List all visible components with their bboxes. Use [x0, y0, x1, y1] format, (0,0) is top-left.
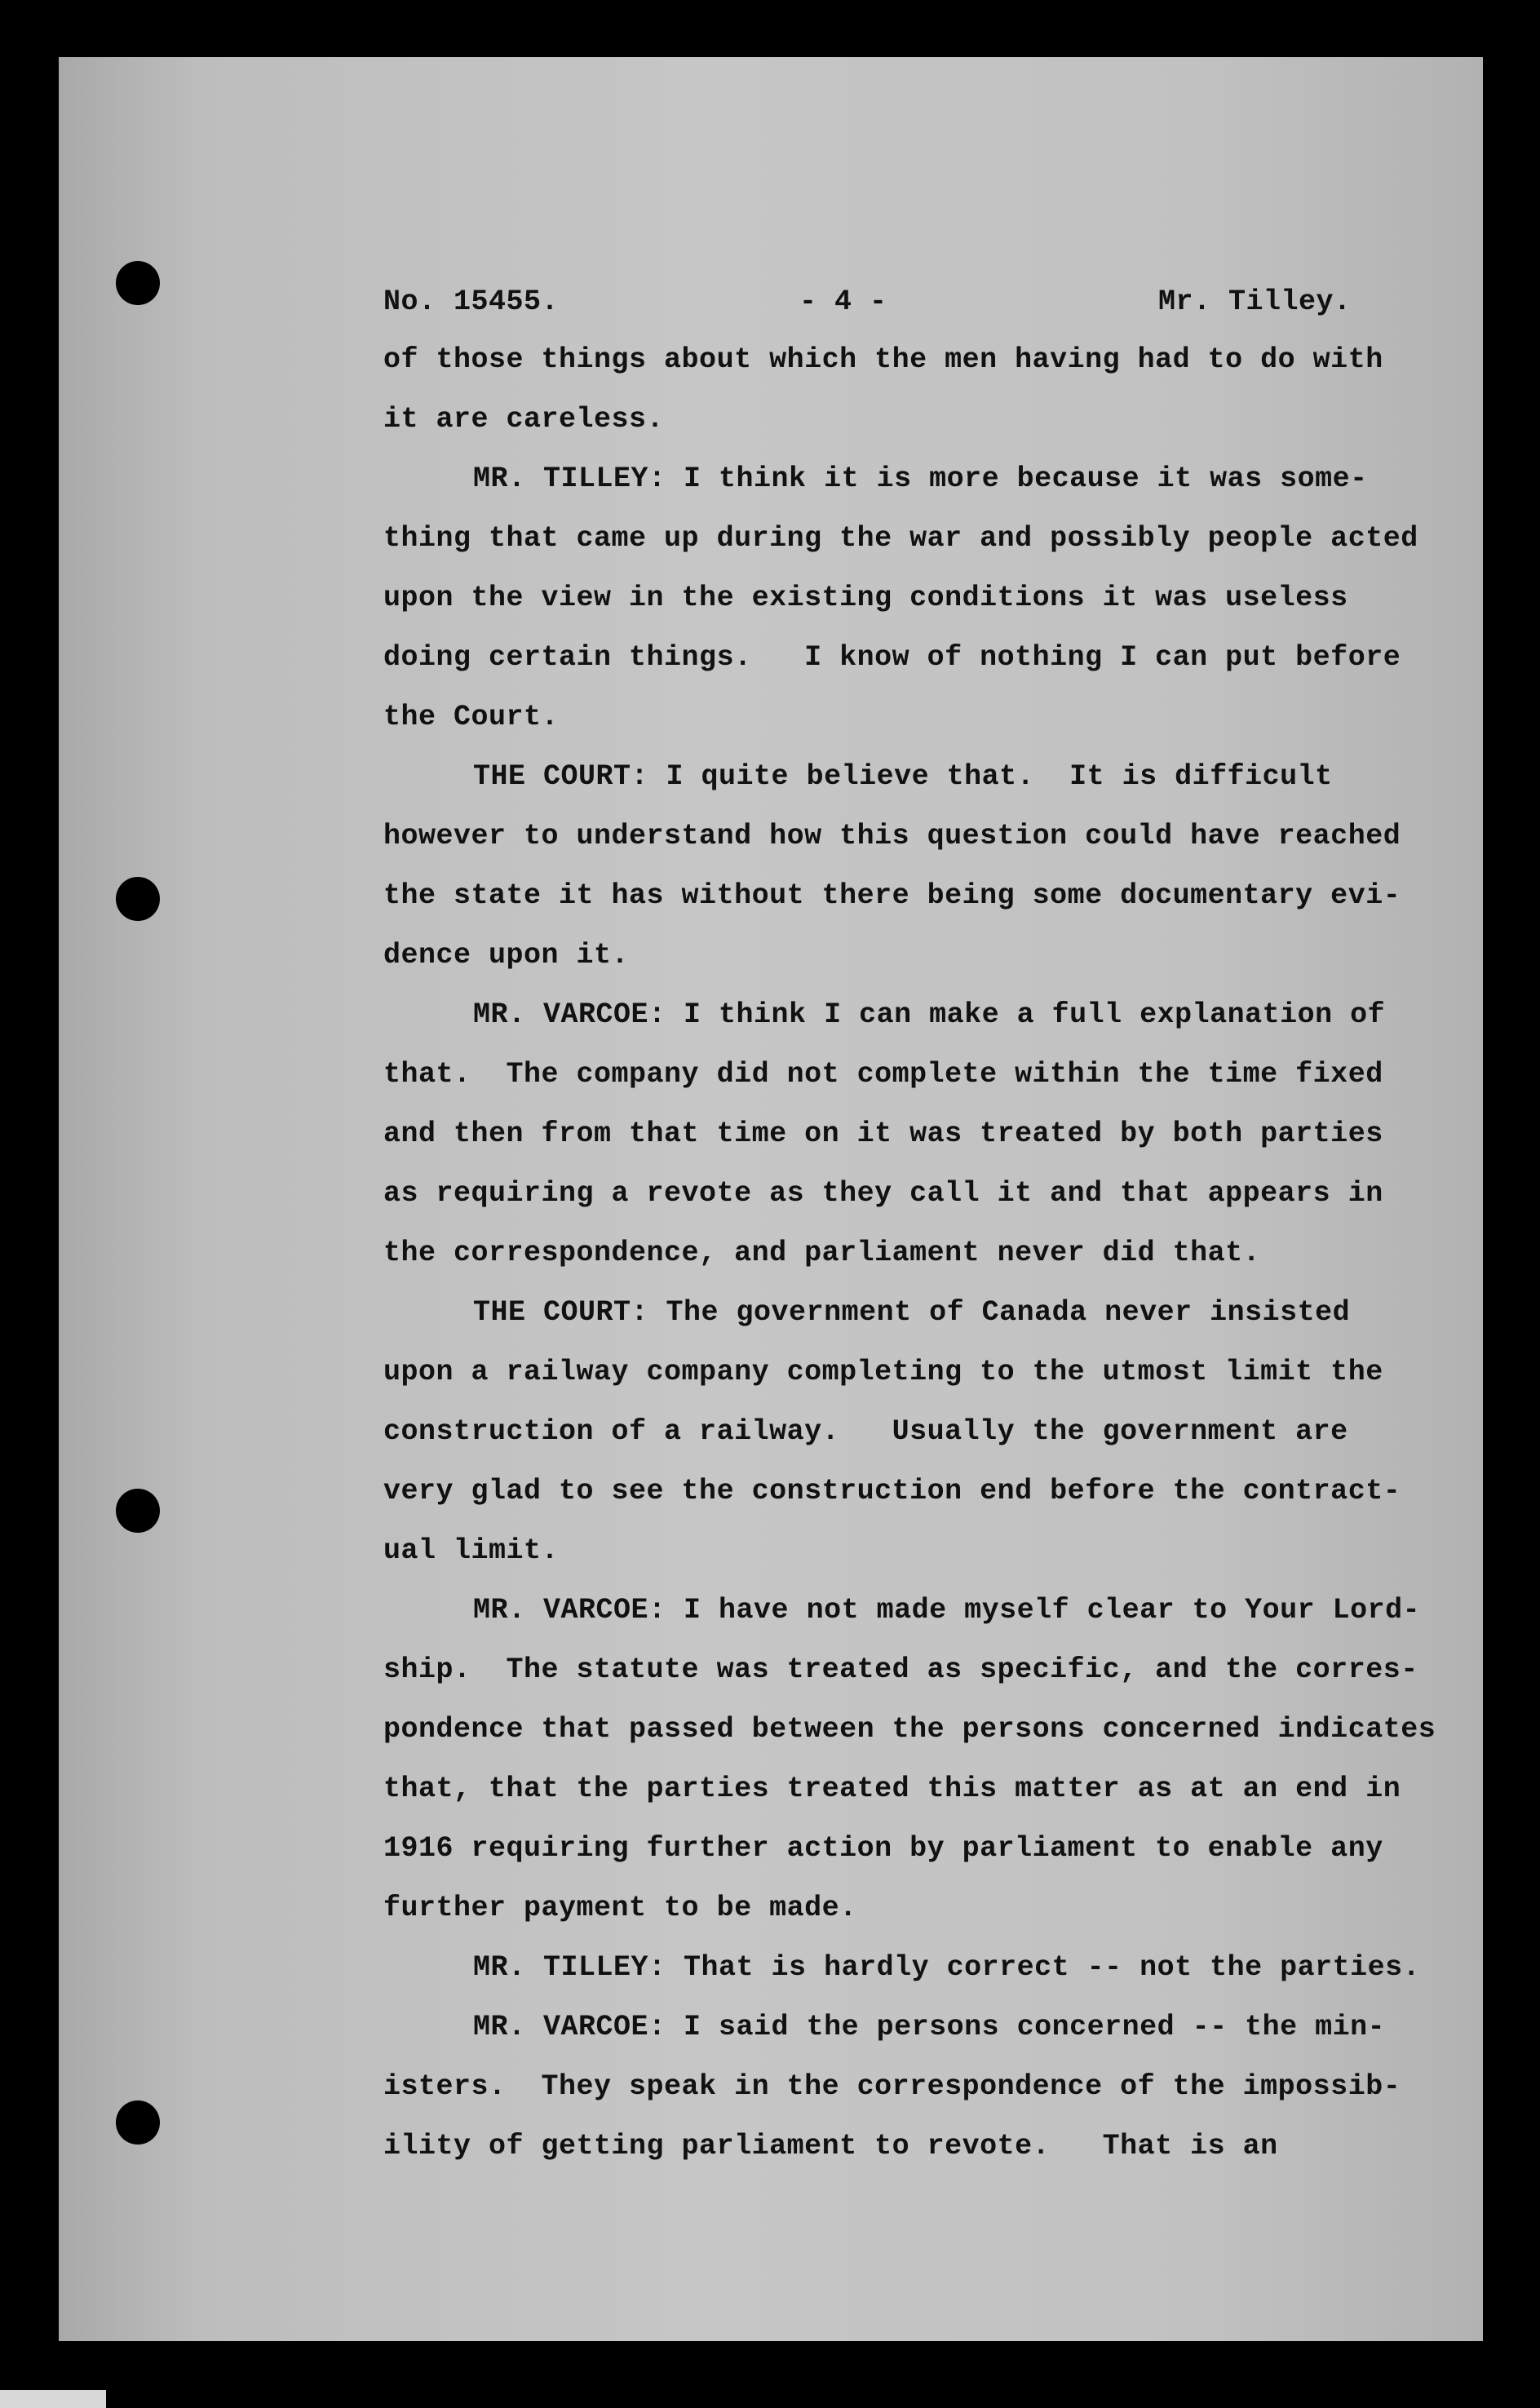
transcript-line: that. The company did not complete within the time fixed: [383, 1058, 1383, 1091]
transcript-line: dence upon it.: [383, 939, 630, 972]
transcript-line: further payment to be made.: [383, 1892, 857, 1924]
transcript-line: the state it has without there being some documentary evi-: [383, 879, 1401, 912]
transcript-line: isters. They speak in the correspondence of the impossib-: [383, 2070, 1401, 2103]
transcript-line: that, that the parties treated this matter as at an end in: [383, 1773, 1401, 1805]
transcript-text: [383, 286, 1468, 2191]
transcript-line: 1916 requiring further action by parliament to enable any: [383, 1832, 1383, 1865]
binder-hole-2: [116, 877, 160, 921]
transcript-line: the correspondence, and parliament never did that.: [383, 1237, 1261, 1269]
binder-hole-4: [116, 2100, 160, 2145]
transcript-line: MR. TILLEY: I think it is more because it was some-: [473, 463, 1368, 495]
transcript-line: MR. VARCOE: I have not made myself clear to Your Lord-: [473, 1594, 1421, 1627]
transcript-line: construction of a railway. Usually the government are: [383, 1415, 1348, 1448]
transcript-line: THE COURT: I quite believe that. It is difficult: [473, 760, 1333, 793]
transcript-line: MR. TILLEY: That is hardly correct -- not the parties.: [473, 1951, 1421, 1984]
scan-edge-strip: [0, 2390, 106, 2408]
transcript-line: upon the view in the existing conditions it was useless: [383, 582, 1348, 614]
transcript-line: and then from that time on it was treated by both parties: [383, 1118, 1383, 1150]
transcript-line: ility of getting parliament to revote. That is an: [383, 2130, 1278, 2162]
transcript-line: thing that came up during the war and possibly people acted: [383, 522, 1418, 555]
speaker-header: Mr. Tilley.: [1158, 286, 1352, 318]
transcript-line: MR. VARCOE: I said the persons concerned -- the min-: [473, 2011, 1386, 2043]
document-number: No. 15455.: [383, 286, 560, 318]
binder-hole-1: [116, 261, 160, 305]
transcript-line: very glad to see the construction end before the contract-: [383, 1475, 1401, 1507]
page-number: - 4 -: [799, 286, 887, 318]
transcript-line: pondence that passed between the persons concerned indicates: [383, 1713, 1436, 1746]
transcript-line: as requiring a revote as they call it and that appears in: [383, 1177, 1383, 1210]
transcript-line: doing certain things. I know of nothing I can put before: [383, 641, 1401, 674]
transcript-line: THE COURT: The government of Canada never insisted: [473, 1296, 1351, 1329]
page-header: [383, 286, 1468, 345]
transcript-lines: [383, 330, 1468, 2176]
transcript-line: ship. The statute was treated as specific, and the corres-: [383, 1653, 1418, 1686]
transcript-line: ual limit.: [383, 1534, 560, 1567]
transcript-line: it are careless.: [383, 403, 665, 436]
transcript-line: MR. VARCOE: I think I can make a full explanation of: [473, 998, 1386, 1031]
binder-hole-3: [116, 1489, 160, 1533]
transcript-line: of those things about which the men having had to do with: [383, 343, 1383, 376]
transcript-line: upon a railway company completing to the utmost limit the: [383, 1356, 1383, 1388]
transcript-line: the Court.: [383, 701, 560, 733]
transcript-line: however to understand how this question could have reached: [383, 820, 1401, 852]
